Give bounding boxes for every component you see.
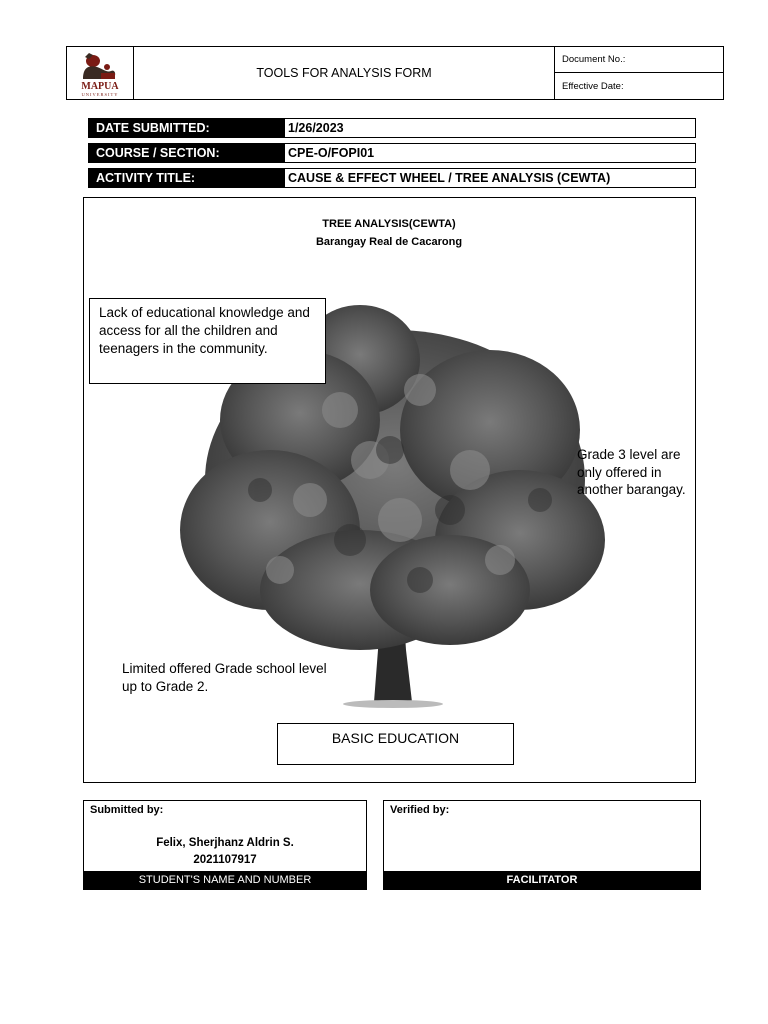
activity-title-value: CAUSE & EFFECT WHEEL / TREE ANALYSIS (CEWTA) bbox=[288, 171, 611, 185]
date-submitted-value: 1/26/2023 bbox=[288, 121, 344, 135]
effective-date-label: Effective Date: bbox=[562, 80, 624, 92]
course-section-row bbox=[88, 143, 696, 163]
date-submitted-row bbox=[88, 118, 696, 138]
submitted-by-label: Submitted by: bbox=[90, 804, 164, 816]
mapua-logo-icon bbox=[67, 49, 133, 85]
analysis-subtitle: Barangay Real de Cacarong bbox=[315, 236, 463, 248]
logo-text: MAPUA bbox=[81, 81, 119, 92]
logo-cell bbox=[67, 47, 134, 99]
logo-subtext: UNIVERSITY bbox=[81, 92, 119, 97]
cause-callout-top: Lack of educational knowledge and access for all the children and teenagers in the community. bbox=[89, 298, 326, 384]
activity-title-row bbox=[88, 168, 696, 188]
root-label: BASIC EDUCATION bbox=[331, 730, 460, 746]
form-header bbox=[66, 46, 724, 100]
facilitator-bar: FACILITATOR bbox=[384, 871, 700, 889]
submitted-by-box bbox=[83, 800, 367, 890]
course-section-label: COURSE / SECTION: bbox=[89, 144, 285, 162]
activity-title-label: ACTIVITY TITLE: bbox=[89, 169, 285, 187]
student-name-bar: STUDENT'S NAME AND NUMBER bbox=[84, 871, 366, 889]
student-number: 2021107917 bbox=[193, 854, 257, 866]
student-name: Felix, Sherjhanz Aldrin S. bbox=[156, 837, 294, 849]
analysis-title: TREE ANALYSIS(CEWTA) bbox=[322, 218, 456, 230]
form-title: TOOLS FOR ANALYSIS FORM bbox=[134, 47, 555, 99]
cause-callout-right: Grade 3 level are only offered in another barangay. bbox=[577, 447, 686, 497]
date-submitted-label: DATE SUBMITTED: bbox=[89, 119, 285, 137]
verified-by-label: Verified by: bbox=[390, 804, 450, 816]
document-meta bbox=[555, 47, 723, 99]
verified-by-box bbox=[383, 800, 701, 890]
root-label-box bbox=[277, 723, 514, 765]
document-no-label: Document No.: bbox=[555, 47, 723, 73]
course-section-value: CPE-O/FOPI01 bbox=[288, 146, 375, 160]
cause-callout-bottom: Limited offered Grade school level up to Grade 2. bbox=[122, 661, 327, 694]
